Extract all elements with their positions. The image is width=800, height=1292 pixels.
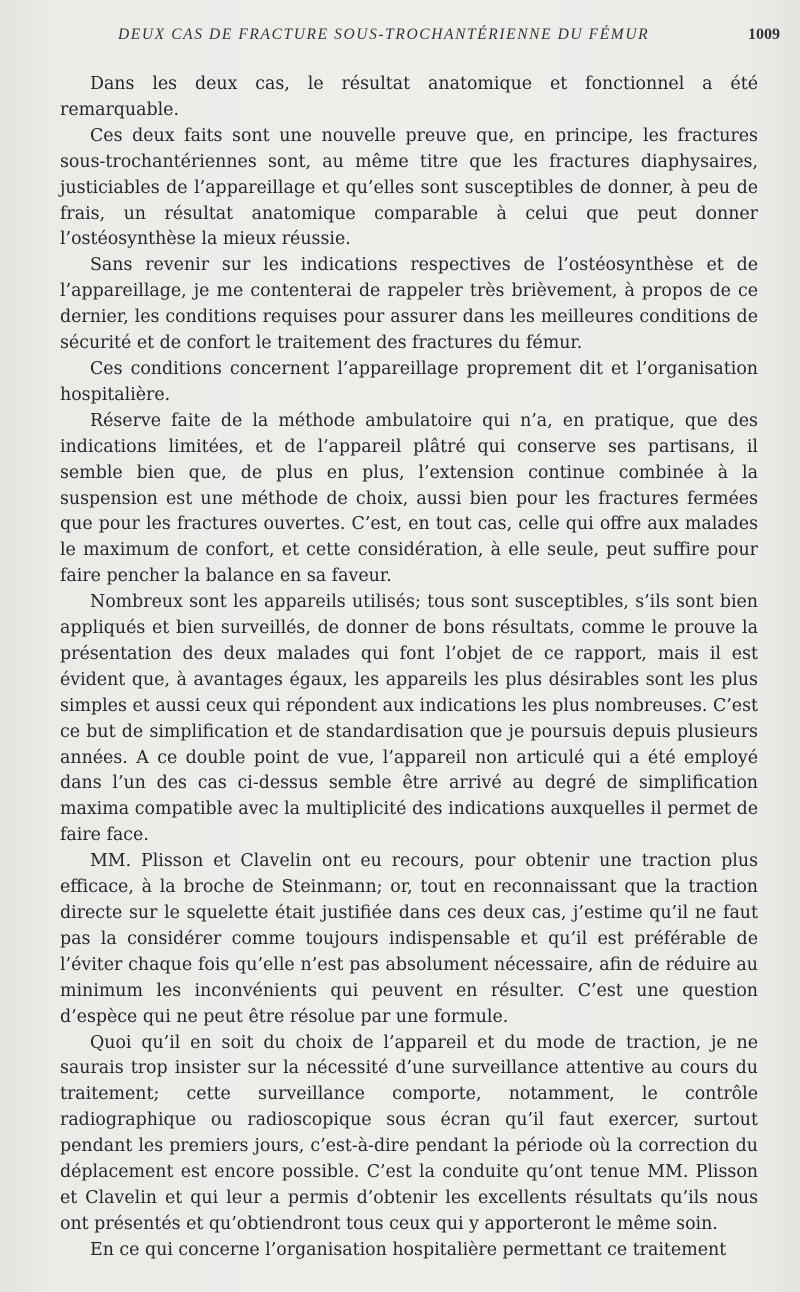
paragraph-7: MM. Plisson et Clavelin ont eu recours, pour obtenir une traction plus efficace, à la broche de Steinmann; or, tout en reconnaissant que la traction directe sur le squelette était justifiée dans ces deux cas, j’estime qu’il ne faut pas la considérer comme toujours indispensable et qu’il est préférable de l’éviter chaque fois qu’elle n’est pas absolument nécessaire, afin de réduire au minimum les inconvénients qui peuvent en résulter. C’est une question d’espèce qui ne peut être résolue par une formule. xyxy=(60,851,758,1027)
paragraph-2: Ces deux faits sont une nouvelle preuve que, en principe, les fractures sous-trochantériennes sont, au même titre que les fractures diaphysaires, justiciables de l’appareillage et qu’elles sont susceptibles de donner, à peu de frais, un résultat anatomique comparable à celui que peut donner l’ostéosynthèse la mieux réussie. xyxy=(60,125,758,250)
paragraph-9: En ce qui concerne l’organisation hospitalière permettant ce traitement xyxy=(90,1239,727,1260)
running-header: DEUX CAS DE FRACTURE SOUS-TROCHANTÉRIENNE DU FÉMUR xyxy=(118,26,650,43)
paragraph-1: Dans les deux cas, le résultat anatomique et fonctionnel a été remarquable. xyxy=(60,74,758,120)
page-number: 1009 xyxy=(748,26,780,43)
paragraph-5: Réserve faite de la méthode ambulatoire qui n’a, en pratique, que des indications limitées, et de l’appareil plâtré qui conserve ses partisans, il semble bien que, de plus en plus, l’extension continue combinée à la suspension est une méthode de choix, aussi bien pour les fractures fermées que pour les fractures ouvertes. C’est, en tout cas, celle qui offre aux malades le maximum de confort, et cette considération, à elle seule, peut suffire pour faire pencher la balance en sa faveur. xyxy=(60,410,758,587)
paragraph-4: Ces conditions concernent l’appareillage proprement dit et l’organisation hospitalière. xyxy=(60,358,758,405)
paragraph-6: Nombreux sont les appareils utilisés; tous sont susceptibles, s’ils sont bien appliqués et bien surveillés, de donner de bons résultats, comme le prouve la présentation des deux malades qui font l’objet de ce rapport, mais il est évident que, à avantages égaux, les appareils les plus désirables sont les plus simples et aussi ceux qui répondent aux indications les plus nombreuses. C’est ce but de simplification et de standardisation que je poursuis depuis plusieurs années. A ce double point de vue, l’appareil non articulé qui a été employé dans l’un des cas ci-dessus semble être arrivé au degré de simplification maxima compatible avec la multiplicité des indications auxquelles il permet de faire face. xyxy=(60,592,758,846)
paragraph-3: Sans revenir sur les indications respectives de l’ostéosynthèse et de l’appareillage, je me contenterai de rappeler très brièvement, à propos de ce dernier, les conditions requises pour assurer dans les meilleures conditions de sécurité et de confort le traitement des fractures du fémur. xyxy=(60,255,758,354)
body-text xyxy=(60,72,758,1264)
paragraph-8: Quoi qu’il en soit du choix de l’appareil et du mode de traction, je ne saurais trop insister sur la nécessité d’une surveillance attentive au cours du traitement; cette surveillance comporte, notamment, le contrôle radiographique ou radioscopique sous écran qu’il faut exercer, surtout pendant les premiers jours, c’est-à-dire pendant la période où la correction du déplacement est encore possible. C’est la conduite qu’ont tenue MM. Plisson et Clavelin et qui leur a permis d’obtenir les excellents résultats qu’ils nous ont présentés et qu’obtiendront tous ceux qui y apporteront le même soin. xyxy=(60,1032,758,1234)
